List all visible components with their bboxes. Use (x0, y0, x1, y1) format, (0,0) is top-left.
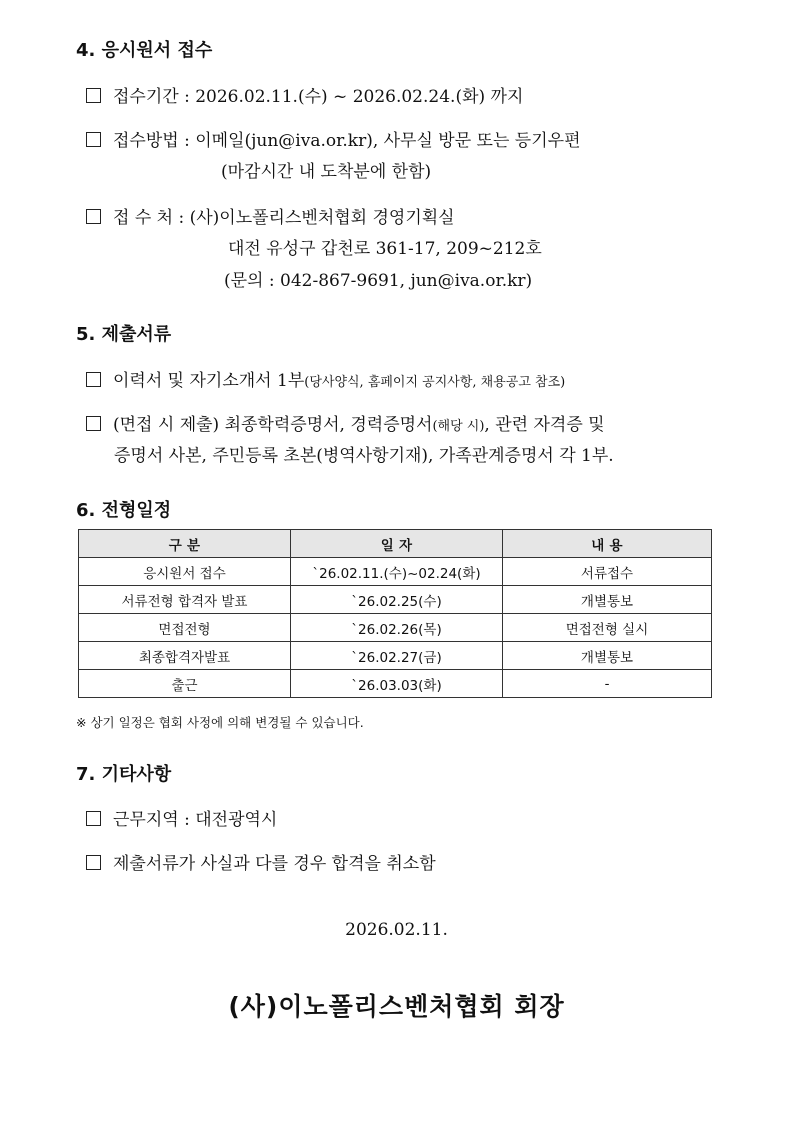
document-item-1: 이력서 및 자기소개서 1부(당사양식, 홈페이지 공지사항, 채용공고 참조) (86, 366, 565, 391)
document-item-2: (면접 시 제출) 최종학력증명서, 경력증명서(해당 시), 관련 자격증 및 (86, 410, 605, 435)
table-header-row (79, 530, 712, 558)
section-6-heading: 6. 전형일정 (76, 500, 172, 521)
table-cell: `26.03.03(화) (291, 670, 503, 698)
application-place: 접 수 처 : (사)이노폴리스벤처협회 경영기획실 (86, 203, 455, 228)
application-method: 접수방법 : 이메일(jun@iva.or.kr), 사무실 방문 또는 등기우편 (86, 126, 581, 151)
table-row (79, 586, 712, 614)
table-cell: 출근 (79, 670, 291, 698)
checkbox-icon (86, 88, 101, 103)
checkbox-icon (86, 416, 101, 431)
application-address: 대전 유성구 갑천로 361-17, 209~212호 (228, 239, 542, 259)
table-cell: `26.02.11.(수)~02.24(화) (291, 558, 503, 586)
table-cell: `26.02.27(금) (291, 642, 503, 670)
checkbox-icon (86, 855, 101, 870)
table-cell: - (503, 670, 712, 698)
document-item-2-cont: 증명서 사본, 주민등록 초본(병역사항기재), 가족관계증명서 각 1부. (114, 446, 614, 466)
table-row (79, 614, 712, 642)
table-row (79, 670, 712, 698)
document-date: 2026.02.11. (345, 920, 448, 940)
checkbox-icon (86, 372, 101, 387)
section-7-heading: 7. 기타사항 (76, 764, 172, 785)
cancellation-notice: 제출서류가 사실과 다를 경우 합격을 취소함 (86, 849, 436, 874)
table-cell: 응시원서 접수 (79, 558, 291, 586)
schedule-note: ※ 상기 일정은 협회 사정에 의해 변경될 수 있습니다. (76, 715, 364, 730)
table-cell: 서류접수 (503, 558, 712, 586)
section-4-heading: 4. 응시원서 접수 (76, 40, 213, 61)
checkbox-icon (86, 811, 101, 826)
application-period: 접수기간 : 2026.02.11.(수) ~ 2026.02.24.(화) 까지 (86, 82, 523, 107)
checkbox-icon (86, 209, 101, 224)
table-cell: 서류전형 합격자 발표 (79, 586, 291, 614)
column-header: 내 용 (503, 530, 712, 558)
column-header: 구 분 (79, 530, 291, 558)
table-cell: 면접전형 실시 (503, 614, 712, 642)
application-method-note: (마감시간 내 도착분에 한함) (221, 162, 432, 182)
table-cell: 개별통보 (503, 586, 712, 614)
table-row (79, 642, 712, 670)
signature-line: (사)이노폴리스벤처협회 회장 (228, 992, 565, 1021)
work-location: 근무지역 : 대전광역시 (86, 805, 277, 830)
section-5-heading: 5. 제출서류 (76, 324, 172, 345)
table-cell: `26.02.26(목) (291, 614, 503, 642)
schedule-table (78, 529, 712, 698)
application-contact: (문의 : 042-867-9691, jun@iva.or.kr) (224, 271, 533, 291)
table-cell: `26.02.25(수) (291, 586, 503, 614)
table-cell: 면접전형 (79, 614, 291, 642)
table-row (79, 558, 712, 586)
table-cell: 개별통보 (503, 642, 712, 670)
checkbox-icon (86, 132, 101, 147)
table-cell: 최종합격자발표 (79, 642, 291, 670)
column-header: 일 자 (291, 530, 503, 558)
